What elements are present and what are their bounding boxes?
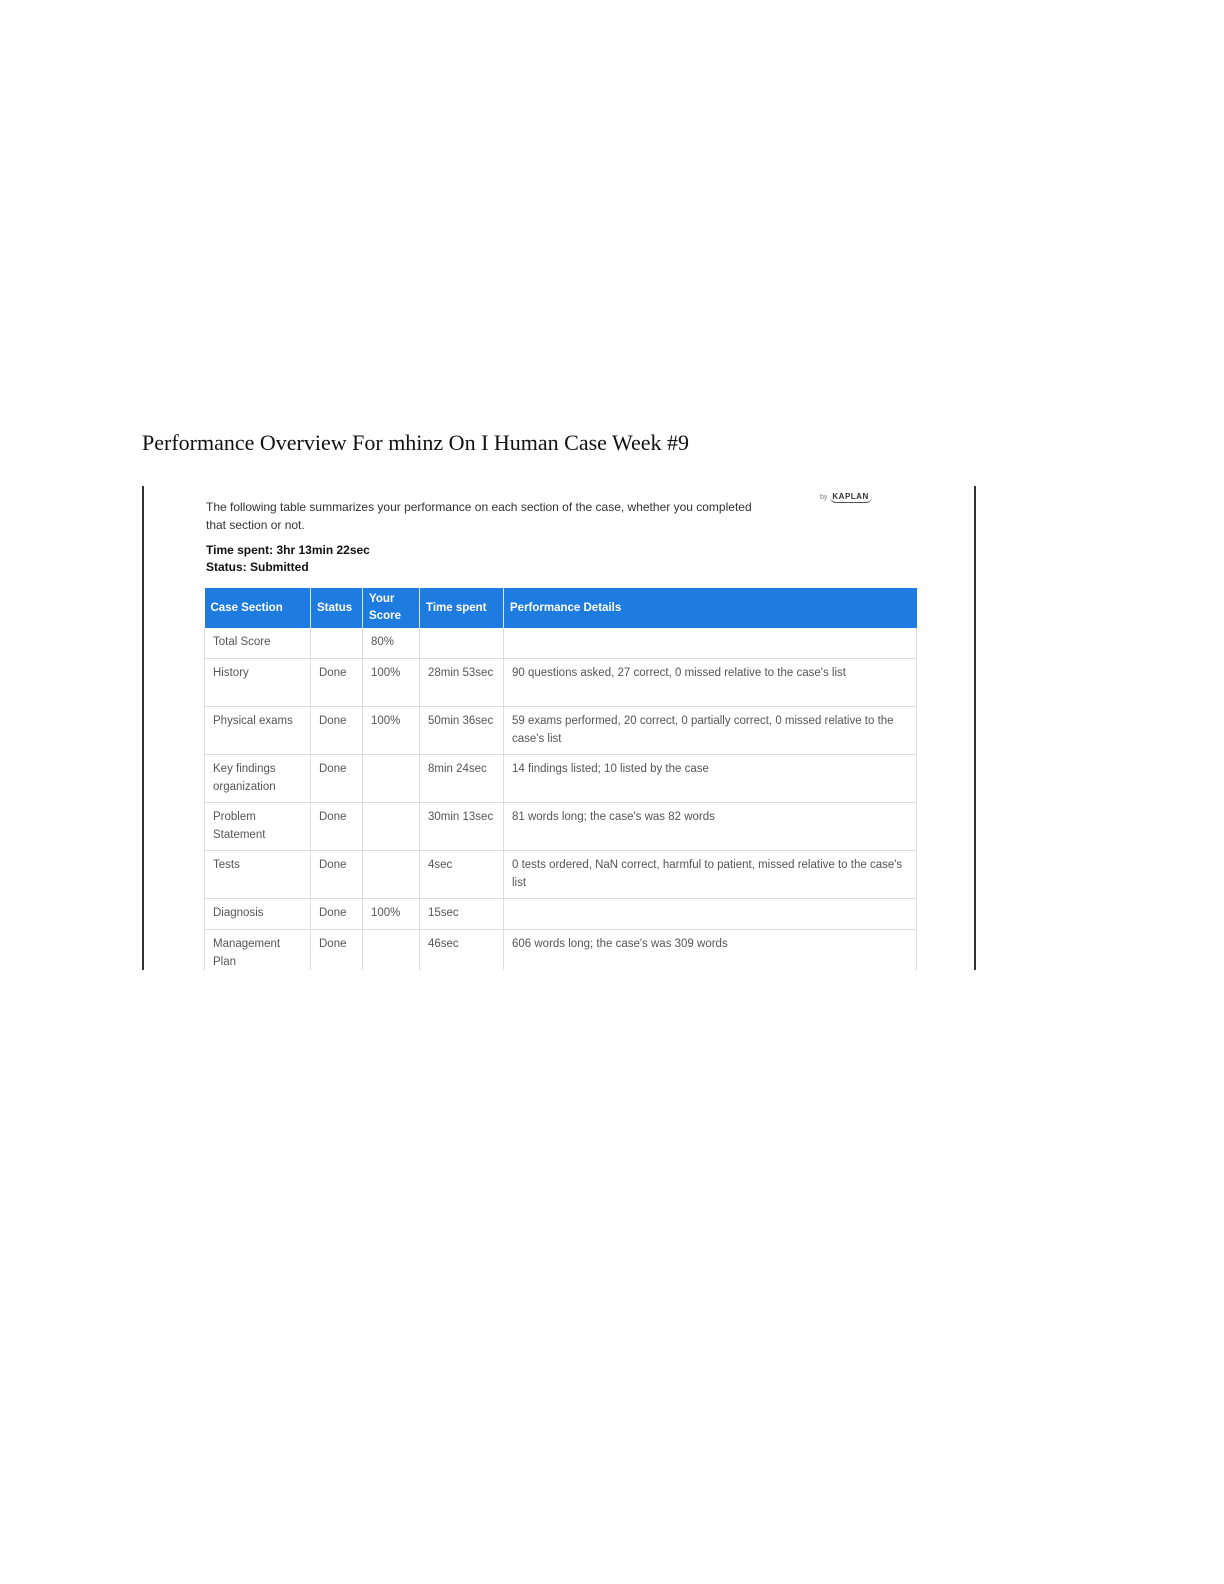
score-cell: 80% — [363, 628, 420, 659]
document-title: Performance Overview For mhinz On I Human Case Week #9 — [142, 430, 690, 455]
status-cell: Done — [311, 899, 363, 930]
time-cell: 50min 36sec — [420, 707, 504, 755]
time-cell: 30min 13sec — [420, 803, 504, 851]
time-spent-total: Time spent: 3hr 13min 22sec — [206, 543, 370, 557]
details-cell: 14 findings listed; 10 listed by the case — [504, 755, 917, 803]
case-section-cell: Diagnosis — [205, 899, 311, 930]
details-cell: 606 words long; the case's was 309 words — [504, 930, 917, 971]
details-cell: 90 questions asked, 27 correct, 0 missed relative to the case's list — [504, 659, 917, 707]
score-cell — [363, 755, 420, 803]
embedded-screenshot — [142, 486, 976, 970]
column-header: Case Section — [205, 588, 311, 628]
table-row — [205, 899, 917, 930]
performance-table — [204, 588, 917, 970]
case-section-cell: Tests — [205, 851, 311, 899]
intro-text: The following table summarizes your performance on each section of the case, whether you completed that section or not. — [206, 500, 752, 532]
case-section-cell: Total Score — [205, 628, 311, 659]
time-cell: 8min 24sec — [420, 755, 504, 803]
table-row — [205, 628, 917, 659]
score-cell — [363, 851, 420, 899]
details-cell — [504, 899, 917, 930]
time-cell — [420, 628, 504, 659]
summary-block — [206, 542, 370, 576]
table-header-row — [205, 588, 917, 628]
case-section-cell: History — [205, 659, 311, 707]
time-cell: 28min 53sec — [420, 659, 504, 707]
status-cell — [311, 628, 363, 659]
logo-brand-text: KAPLAN — [830, 492, 871, 503]
status-cell: Done — [311, 755, 363, 803]
case-section-cell: Physical exams — [205, 707, 311, 755]
table-row — [205, 930, 917, 971]
submission-status: Status: Submitted — [206, 560, 309, 574]
time-cell: 46sec — [420, 930, 504, 971]
logo-by-text: by — [820, 494, 828, 501]
case-section-cell: Management Plan — [205, 930, 311, 971]
column-header: Time spent — [420, 588, 504, 628]
status-cell: Done — [311, 851, 363, 899]
status-cell: Done — [311, 930, 363, 971]
details-cell: 81 words long; the case's was 82 words — [504, 803, 917, 851]
column-header: Status — [311, 588, 363, 628]
score-cell: 100% — [363, 899, 420, 930]
status-cell: Done — [311, 803, 363, 851]
column-header: Performance Details — [504, 588, 917, 628]
status-cell: Done — [311, 659, 363, 707]
time-cell: 15sec — [420, 899, 504, 930]
score-cell: 100% — [363, 707, 420, 755]
score-cell: 100% — [363, 659, 420, 707]
case-section-cell: Problem Statement — [205, 803, 311, 851]
case-section-cell: Key findings organization — [205, 755, 311, 803]
table-row — [205, 803, 917, 851]
details-cell: 59 exams performed, 20 correct, 0 partially correct, 0 missed relative to the case's list — [504, 707, 917, 755]
table-row — [205, 707, 917, 755]
table-row — [205, 851, 917, 899]
table-row — [205, 755, 917, 803]
time-cell: 4sec — [420, 851, 504, 899]
score-cell — [363, 803, 420, 851]
score-cell — [363, 930, 420, 971]
status-cell: Done — [311, 707, 363, 755]
table-row — [205, 659, 917, 707]
details-cell — [504, 628, 917, 659]
kaplan-logo — [820, 492, 872, 503]
column-header: Your Score — [363, 588, 420, 628]
details-cell: 0 tests ordered, NaN correct, harmful to patient, missed relative to the case's list — [504, 851, 917, 899]
